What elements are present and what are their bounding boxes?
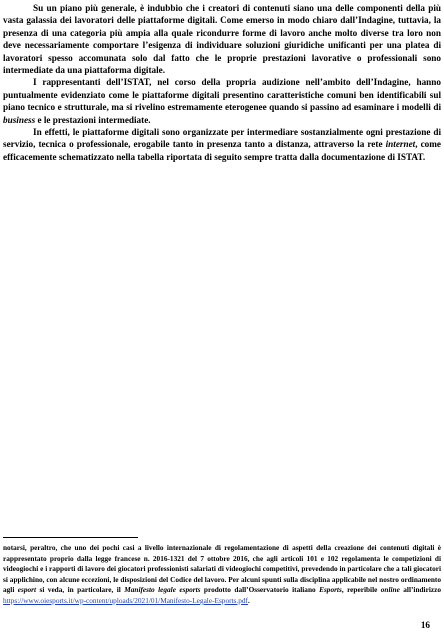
paragraph-3: [3, 126, 441, 163]
footnote-text-1: notarsi, peraltro, che uno dei pochi casi a livello internazionale di regolamentazione di aspetti della creazione dei contenuti digitali è rappresentato proprio dalla legge francese n. 2016-1321 del 7 ottobre 2016, che agli articoli 101 e 102 regolamenta le competizioni di videogiochi e i rapporti di lavoro dei giocatori professionisti salariati di videogiochi competitivi, prevedendo in particolare che a tali giocatori si applichino, con alcune eccezioni, le disposizioni del Codice del lavoro. Per alcuni spunti sulla disciplina applicabile nel nostro ordinamento agli: [3, 543, 441, 595]
body-text: [3, 2, 441, 163]
footnote: [3, 543, 441, 607]
footnote-text-6: .: [247, 595, 250, 605]
footnote-italic-3: Esports: [319, 585, 342, 595]
paragraph-1-text: Su un piano più generale, è indubbio che i creatori di contenuti siano una delle componenti della più vasta galassia dei lavoratori delle piattaforme digitali. Come emerso in modo chiaro dall’Indagine, tuttavia, la presenza di una categoria più ampia alla quale ricondurre forme di lavoro anche molto diverse tra loro non deve necessariamente comportare l’esigenza di individuare soluzioni giuridiche unificanti per una platea di lavoratori spesso accomunata solo dal fatto che le proprie prestazioni lavorative o professionali sono intermediate da una piattaforma digitale.: [3, 3, 441, 76]
paragraph-2-italic: business: [3, 114, 36, 125]
paragraph-3-italic: internet: [385, 139, 416, 150]
footnote-italic-4: online: [380, 585, 400, 595]
paragraph-3-text-after: , come efficacemente schematizzato nella tabella riportata di seguito sempre tratta dalla documentazione di ISTAT.: [3, 139, 442, 162]
paragraph-2-text-before: I rappresentanti dell’ISTAT, nel corso della propria audizione nell’ambito dell’Indagine, hanno puntualmente evidenziato come le piattaforme digitali presentino caratteristiche comuni ben identificabili sul piano tecnico e strutturale, ma si rivelino estremamente eterogenee quando si passino ad esaminare i modelli di: [3, 77, 441, 113]
footnote-text-2: si veda, in particolare, il: [36, 585, 125, 595]
footnote-text-4: , reperibile: [341, 585, 381, 595]
page-number: 16: [420, 620, 430, 630]
footnote-link[interactable]: https://www.oiesports.it/wp-content/uploads/2021/01/Manifesto-Legale-Esports.pdf: [3, 595, 248, 605]
paragraph-3-text-before: In effetti, le piattaforme digitali sono organizzate per intermediare sostanzialmente ogni prestazione di servizio, tecnica o professionale, erogabile tanto in presenza tanto a distanza, attraverso la rete: [3, 127, 441, 150]
paragraph-2-text-after: e le prestazioni intermediate.: [35, 114, 151, 125]
footnote-text-5: all’indirizzo: [399, 585, 441, 595]
paragraph-1: [3, 2, 441, 76]
footnote-text-3: prodotto dall’Osservatorio italiano: [200, 585, 320, 595]
footnote-italic-2: Manifesto legale esports: [124, 585, 201, 595]
footnote-paragraph: [3, 543, 441, 607]
footnote-separator: [3, 537, 138, 538]
paragraph-2: [3, 76, 441, 126]
footnote-italic-1: esport: [17, 585, 37, 595]
